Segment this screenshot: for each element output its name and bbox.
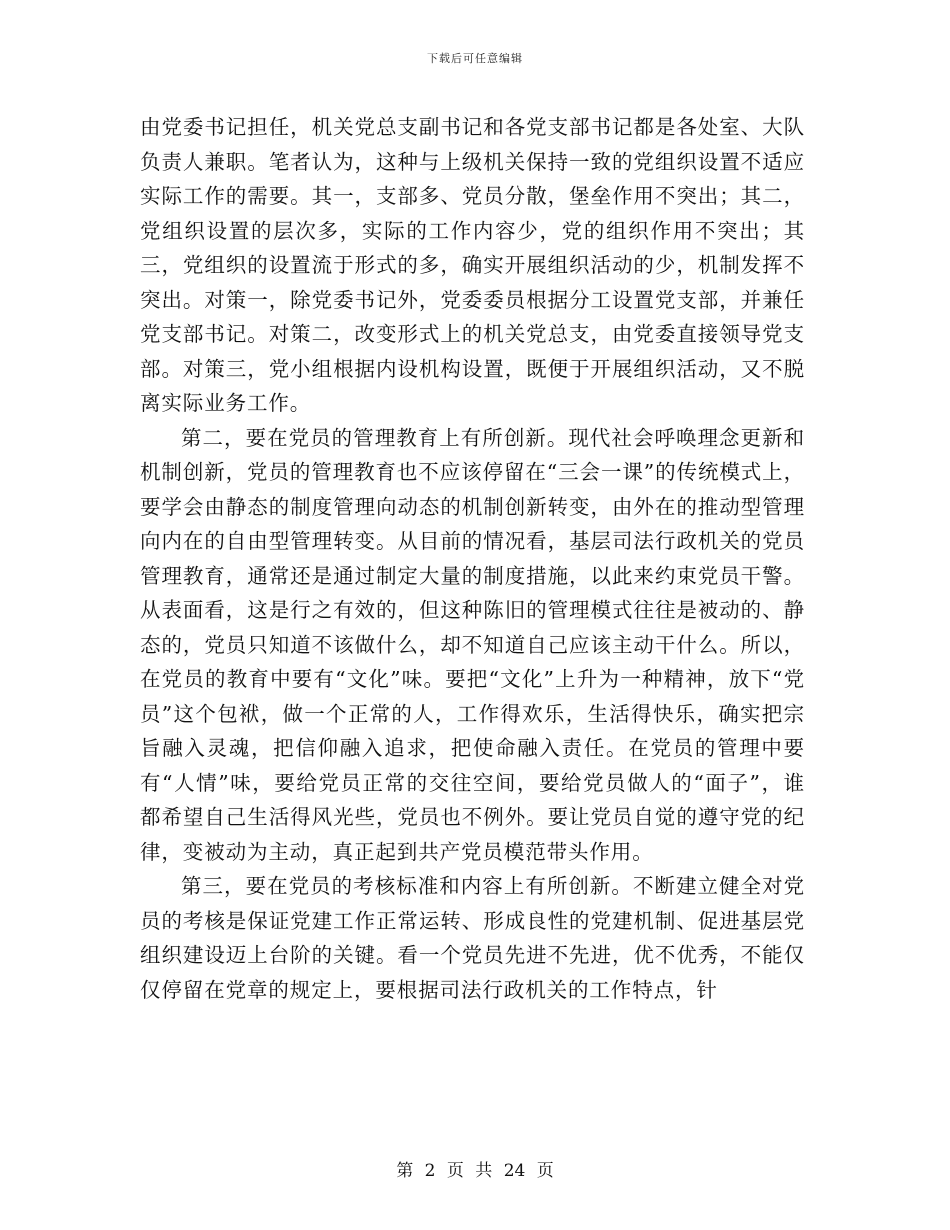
paragraph-1: 由党委书记担任，机关党总支副书记和各党支部书记都是各处室、大队负责人兼职。笔者认为，这种与上级机关保持一致的党组织设置不适应实际工作的需要。其一，支部多、党员分散，堡垒作用不突出；其二，党组织设置的层次多，实际的工作内容少，党的组织作用不突出；其三，党组织的设置流于形式的多，确实开展组织活动的少，机制发挥不突出。对策一，除党委书记外，党委委员根据分工设置党支部，并兼任党支部书记。对策二，改变形式上的机关党总支，由党委直接领导党支部。对策三，党小组根据内设机构设置，既便于开展组织活动，又不脱离实际业务工作。 <box>140 115 805 415</box>
page-header-note: 下载后可任意编辑 <box>427 52 523 65</box>
paragraph-3: 第三，要在党员的考核标准和内容上有所创新。不断建立健全对党员的考核是保证党建工作正常运转、形成良性的党建机制、促进基层党组织建设迈上台阶的关键。看一个党员先进不先进，优不优秀，不能仅仅停留在党章的规定上，要根据司法行政机关的工作特点，针 <box>140 874 805 1002</box>
page-number-footer: 第 2 页 共 24 页 <box>396 1161 554 1181</box>
paragraph-2: 第二，要在党员的管理教育上有所创新。现代社会呼唤理念更新和机制创新，党员的管理教育也不应该停留在“三会一课”的传统模式上，要学会由静态的制度管理向动态的机制创新转变，由外在的推动型管理向内在的自由型管理转变。从目前的情况看，基层司法行政机关的党员管理教育，通常还是通过制定大量的制度措施，以此来约束党员干警。从表面看，这是行之有效的，但这种陈旧的管理模式往往是被动的、静态的，党员只知道不该做什么，却不知道自己应该主动干什么。所以，在党员的教育中要有“文化”味。要把“文化”上升为一种精神，放下“党员”这个包袱，做一个正常的人，工作得欢乐，生活得快乐，确实把宗旨融入灵魂，把信仰融入追求，把使命融入责任。在党员的管理中要有“人情”味，要给党员正常的交往空间，要给党员做人的“面子”，谁都希望自己生活得风光些，党员也不例外。要让党员自觉的遵守党的纪律，变被动为主动，真正起到共产党员模范带头作用。 <box>140 425 805 864</box>
document-body <box>140 110 805 1007</box>
